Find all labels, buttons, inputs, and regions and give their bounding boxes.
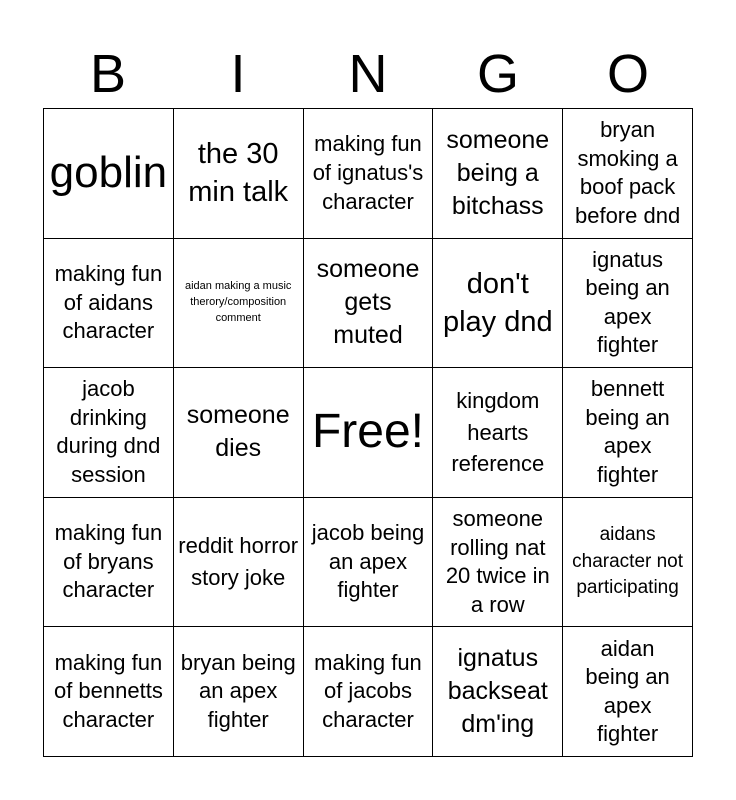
header-letter-o: O xyxy=(606,44,649,104)
cell-text: don't play dnd xyxy=(442,267,553,338)
cell-text: someone being a bitchass xyxy=(446,125,550,220)
free-space[interactable] xyxy=(304,368,434,498)
bingo-cell[interactable] xyxy=(174,109,304,239)
bingo-cell[interactable] xyxy=(563,368,693,498)
bingo-cell[interactable] xyxy=(433,498,563,628)
bingo-cell[interactable] xyxy=(174,368,304,498)
bingo-cell[interactable] xyxy=(44,368,174,498)
header-letter-n: N xyxy=(348,44,388,104)
cell-text: someone dies xyxy=(186,401,290,463)
header-letter-g: G xyxy=(476,44,519,104)
cell-text: someone rolling nat 20 twice in a row xyxy=(445,505,550,617)
cell-text: goblin xyxy=(49,148,168,198)
cell-text: ignatus being an apex fighter xyxy=(585,246,670,358)
free-space-label: Free! xyxy=(311,405,424,459)
bingo-cell[interactable] xyxy=(563,109,693,239)
bingo-cell[interactable] xyxy=(174,239,304,369)
bingo-cell[interactable] xyxy=(304,498,434,628)
bingo-cell[interactable] xyxy=(433,368,563,498)
bingo-cell[interactable] xyxy=(44,109,174,239)
header-letter-i: I xyxy=(230,44,246,104)
cell-text: aidans character not participating xyxy=(572,524,684,599)
bingo-cell[interactable] xyxy=(563,627,693,757)
cell-text: making fun of bryans character xyxy=(54,520,163,603)
cell-text: reddit horror story joke xyxy=(178,533,299,591)
cell-text: bryan being an apex fighter xyxy=(180,649,296,732)
cell-text: bryan smoking a boof pack before dnd xyxy=(574,117,681,228)
cell-text: bennett being an apex fighter xyxy=(585,376,670,488)
bingo-grid xyxy=(43,108,693,757)
bingo-cell[interactable] xyxy=(304,109,434,239)
cell-text: the 30 min talk xyxy=(188,138,289,209)
cell-text: making fun of aidans character xyxy=(54,261,163,344)
bingo-cell[interactable] xyxy=(433,627,563,757)
bingo-cell[interactable] xyxy=(304,627,434,757)
cell-text: kingdom hearts reference xyxy=(451,387,545,477)
bingo-cell[interactable] xyxy=(44,498,174,628)
cell-text: making fun of bennetts character xyxy=(53,649,163,732)
cell-text: aidan being an apex fighter xyxy=(585,635,670,747)
cell-text: jacob drinking during dnd session xyxy=(56,376,161,488)
cell-text: someone gets muted xyxy=(316,255,420,350)
bingo-cell[interactable] xyxy=(174,627,304,757)
bingo-cell[interactable] xyxy=(304,239,434,369)
bingo-cell[interactable] xyxy=(174,498,304,628)
cell-text: aidan making a music therory/composition comment xyxy=(185,279,292,324)
bingo-header xyxy=(43,40,693,108)
header-letter-b: B xyxy=(89,44,127,104)
bingo-cell[interactable] xyxy=(433,239,563,369)
bingo-cell[interactable] xyxy=(433,109,563,239)
cell-text: making fun of jacobs character xyxy=(314,649,422,732)
bingo-cell[interactable] xyxy=(44,239,174,369)
cell-text: ignatus backseat dm'ing xyxy=(447,644,548,739)
cell-text: making fun of ignatus's character xyxy=(312,131,424,214)
bingo-cell[interactable] xyxy=(563,498,693,628)
cell-text: jacob being an apex fighter xyxy=(311,520,425,603)
bingo-cell[interactable] xyxy=(563,239,693,369)
bingo-cell[interactable] xyxy=(44,627,174,757)
